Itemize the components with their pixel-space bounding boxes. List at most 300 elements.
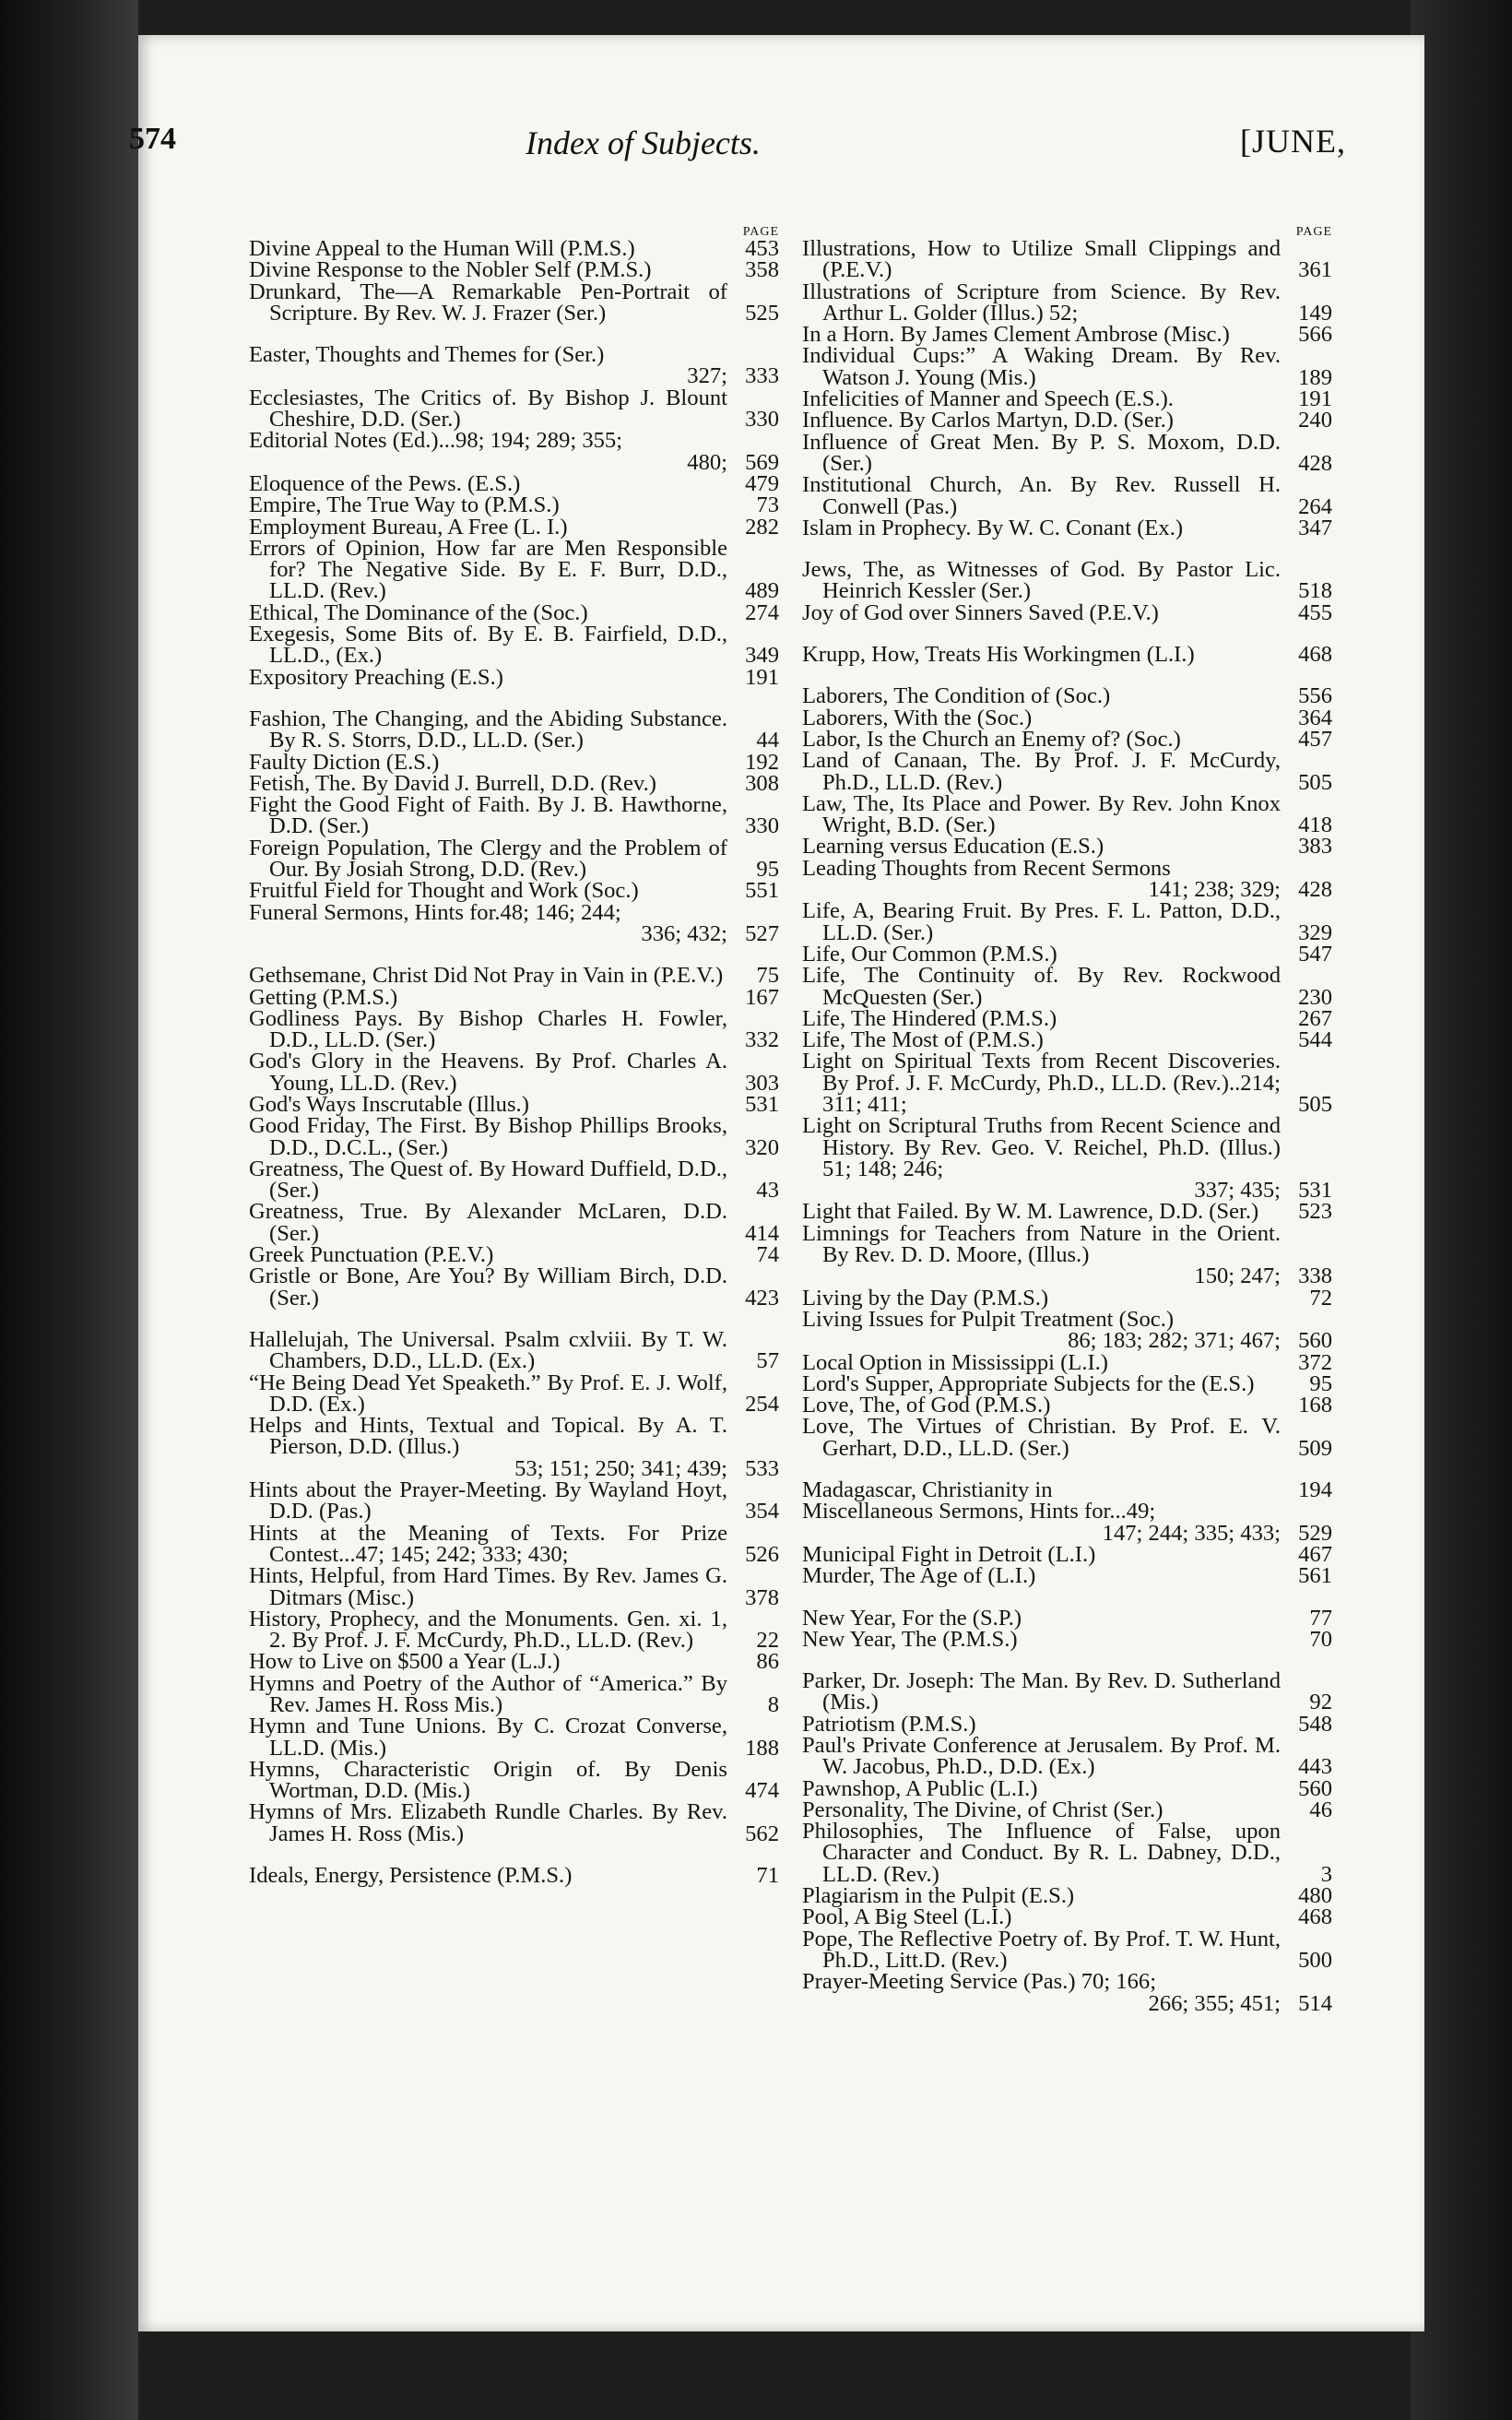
index-entry [802,1607,1332,1629]
entry-page-number: 561 [1298,1563,1332,1589]
entry-title: Madagascar, Christianity in [802,1477,1053,1503]
entry-title: Funeral Sermons, Hints for.48; 146; 244; [249,899,621,925]
entry-title: Greatness, True. By Alexander McLaren, D.D. (Ser.) [249,1199,727,1246]
index-entry [802,238,1332,281]
entry-page-number: 500 [1298,1947,1332,1973]
index-entry [249,1649,779,1675]
entry-continuation-pages: 53; 151; 250; 341; 439; [514,1455,727,1481]
index-entry [802,322,1332,348]
entry-page-number: 560 [1298,1328,1332,1354]
index-entry [249,1115,779,1158]
entry-title: Individual Cups:” A Waking Dream. By Rev. Watson J. Young (Mis.) [802,343,1281,390]
entry-title: Miscellaneous Sermons, Hints for...49; [802,1499,1156,1524]
index-entry [249,664,779,690]
index-entry [249,984,779,1010]
entry-title: Ideals, Energy, Persistence (P.M.S.) [249,1863,573,1889]
entry-page-number: 525 [745,300,779,326]
entry-page-number: 505 [1298,769,1332,795]
index-entry [249,708,779,752]
entry-title: Personality, The Divine, of Christ (Ser.) [802,1797,1164,1822]
entry-title: Gethsemane, Christ Did Not Pray in Vain in (P.E.V.) [249,963,724,989]
index-entry [249,963,779,989]
entry-title: Hints, Helpful, from Hard Times. By Rev. James G. Ditmars (Misc.) [249,1563,727,1610]
entry-page-number: 149 [1298,300,1332,326]
index-entry [249,281,779,325]
entry-title: Exegesis, Some Bits of. By E. B. Fairfield, D.D., LL.D., (Ex.) [249,622,727,669]
right-page-edge [1411,0,1512,2420]
entry-page-number: 254 [745,1391,779,1417]
index-entry [249,430,779,473]
entry-page-number: 95 [1309,1370,1332,1396]
entry-title: Eloquence of the Pews. (E.S.) [249,470,521,496]
entry-title: Light that Failed. By W. M. Lawrence, D.D. (Ser.) [802,1199,1259,1225]
index-entry [802,1394,1332,1416]
entry-title: Life, The Most of (P.M.S.) [802,1027,1044,1053]
index-entry [249,1372,779,1416]
entry-page-number: 338 [1298,1263,1332,1289]
index-entry [802,1775,1332,1801]
entry-title: Life, The Hindered (P.M.S.) [802,1005,1057,1031]
section-gap [249,324,779,344]
entry-title: Limnings for Teachers from Nature in the Orient. By Rev. D. D. Moore, (Illus.) [802,1220,1281,1268]
entry-page-number: 544 [1298,1027,1332,1053]
entry-title: Local Option in Mississippi (L.I.) [802,1349,1108,1375]
entry-page-number: 191 [745,664,779,690]
entry-title: Easter, Thoughts and Themes for (Ser.) [249,342,605,368]
entry-continuation-pages: 86; 183; 282; 371; 467; [1068,1328,1281,1354]
entry-page-number: 75 [756,963,779,989]
entry-page-number: 468 [1298,1904,1332,1930]
entry-continuation-pages: 150; 247; [1194,1263,1281,1289]
entry-title: Joy of God over Sinners Saved (P.E.V.) [802,599,1159,625]
index-entry [802,1005,1332,1031]
entry-page-number: 457 [1298,726,1332,752]
entry-title: Plagiarism in the Pulpit (E.S.) [802,1883,1075,1909]
entry-page-number: 443 [1298,1754,1332,1780]
section-gap [802,1459,1332,1479]
entry-page-number: 423 [745,1285,779,1311]
entry-title: Hymn and Tune Unions. By C. Crozat Converse, LL.D. (Mis.) [249,1714,727,1761]
entry-page-number: 354 [745,1499,779,1524]
entry-title: Getting (P.M.S.) [249,984,398,1010]
entry-page-number: 347 [1298,515,1332,540]
page-header [129,122,1346,177]
index-entry [249,794,779,837]
index-entry [802,683,1332,709]
entry-page-number: 489 [745,578,779,604]
index-entry [802,1883,1332,1909]
index-entry [249,837,779,881]
entry-continuation-pages: 480; [687,449,727,475]
entry-title: Hymns, Characteristic Origin of. By Denis Wortman, D.D. (Mis.) [249,1756,727,1804]
entry-title: God's Glory in the Heavens. By Prof. Charles A. Young, LL.D. (Rev.) [249,1049,727,1096]
entry-page-number: 86 [756,1649,779,1675]
entry-title: Helps and Hints, Textual and Topical. By A. T. Pierson, D.D. (Illus.) [249,1413,727,1460]
entry-title: Life, A, Bearing Fruit. By Pres. F. L. Patton, D.D., LL.D. (Ser.) [802,898,1281,945]
entry-page-number: 428 [1298,450,1332,476]
entry-title: Fight the Good Fight of Faith. By J. B. Hawthorne, D.D. (Ser.) [249,792,727,839]
page-number: 574 [129,122,176,156]
index-entry [802,1349,1332,1375]
entry-title: Laborers, With the (Soc.) [802,705,1033,730]
entry-page-number: 569 [745,449,779,475]
index-entry [802,1541,1332,1567]
entry-page-number: 191 [1298,386,1332,412]
entry-page-number: 274 [745,599,779,625]
section-gap [249,944,779,965]
index-entry [249,535,779,604]
index-entry [249,1715,779,1759]
entry-title: “He Being Dead Yet Speaketh.” By Prof. E. J. Wolf, D.D. (Ex.) [249,1370,727,1417]
index-entry [802,386,1332,412]
entry-page-number: 267 [1298,1005,1332,1031]
entry-page-number: 547 [1298,941,1332,967]
entry-page-number: 523 [1298,1199,1332,1225]
entry-page-number: 71 [756,1863,779,1889]
entry-title: Hints at the Meaning of Texts. For Prize Contest...47; 145; 242; 333; 430; [249,1520,727,1567]
entry-title: Lord's Supper, Appropriate Subjects for the (E.S.) [802,1370,1255,1396]
index-entry [802,1479,1332,1501]
entry-page-number: 168 [1298,1393,1332,1418]
entry-page-number: 551 [745,878,779,904]
entry-title: Divine Response to the Nobler Self (P.M.S.) [249,257,652,283]
index-entry [249,516,779,538]
entry-page-number: 8 [767,1692,779,1717]
index-entry [249,1608,779,1652]
entry-continuation-pages: 147; 244; 335; 433; [1102,1520,1281,1546]
index-entry [802,1799,1332,1821]
page-column-heading: PAGE [742,225,779,239]
index-entry [249,623,779,667]
index-entry [802,1050,1332,1115]
entry-page-number: 74 [756,1242,779,1268]
entry-page-number: 509 [1298,1435,1332,1461]
entry-page-number: 531 [1298,1178,1332,1204]
entry-title: Municipal Fight in Detroit (L.I.) [802,1541,1096,1567]
index-entry [249,1801,779,1845]
entry-title: Fashion, The Changing, and the Abiding Substance. By R. S. Storrs, D.D., LL.D. (Ser.) [249,706,727,753]
entry-page-number: 330 [745,407,779,433]
entry-title: Parker, Dr. Joseph: The Man. By Rev. D. Sutherland (Mis.) [802,1668,1281,1715]
entry-page-number: 167 [745,984,779,1010]
entry-page-number: 330 [745,813,779,839]
entry-title: Living by the Day (P.M.S.) [802,1285,1049,1311]
entry-page-number: 467 [1298,1541,1332,1567]
entry-page-number: 95 [756,857,779,883]
entry-title: Jews, The, as Witnesses of God. By Pastor Lic. Heinrich Kessler (Ser.) [802,557,1281,604]
entry-title: Ethical, The Dominance of the (Soc.) [249,599,588,625]
index-entry [249,1565,779,1608]
entry-continuation-pages: 266; 355; 451; [1148,1990,1281,2016]
section-gap [802,665,1332,685]
entry-title: Pawnshop, A Public (L.I.) [802,1775,1038,1801]
entry-page-number: 22 [756,1628,779,1654]
index-column-left [249,225,779,1889]
entry-continuation-pages: 141; 238; 329; [1148,877,1281,903]
entry-title: Love, The, of God (P.M.S.) [802,1393,1051,1418]
entry-page-number: 303 [745,1070,779,1096]
index-entry [802,834,1332,860]
entry-title: Ecclesiastes, The Critics of. By Bishop J. Blount Cheshire, D.D. (Ser.) [249,385,727,433]
entry-page-number: 358 [745,257,779,283]
section-gap [802,1650,1332,1670]
entry-title: Hymns of Mrs. Elizabeth Rundle Charles. By Rev. James H. Ross (Mis.) [249,1799,727,1846]
entry-page-number: 480 [1298,1883,1332,1909]
index-entry [249,599,779,625]
index-entry [249,1091,779,1117]
entry-title: Life, The Continuity of. By Rev. Rockwood McQuesten (Ser.) [802,963,1281,1010]
index-entry [802,1370,1332,1396]
entry-page-number: 361 [1298,257,1332,283]
index-entry [249,770,779,796]
entry-title: Influence of Great Men. By P. S. Moxom, D.D. (Ser.) [802,429,1281,476]
entry-title: Law, The, Its Place and Power. By Rev. John Knox Wright, B.D. (Ser.) [802,790,1281,838]
entry-page-number: 566 [1298,322,1332,348]
entry-page-number: 3 [1320,1861,1332,1887]
entry-page-number: 531 [745,1091,779,1117]
index-entry [802,1821,1332,1885]
index-entry [249,749,779,775]
index-entry [802,517,1332,539]
entry-page-number: 548 [1298,1711,1332,1737]
page-title: Index of Subjects. [526,125,761,161]
entry-title: History, Prophecy, and the Monuments. Gen. xi. 1, 2. By Prof. J. F. McCurdy, Ph.D., LL.D. (Rev.) [249,1606,727,1654]
entry-title: Pool, A Big Steel (L.I.) [802,1904,1012,1930]
index-entry [249,1415,779,1479]
index-entry [802,1906,1332,1928]
entry-continuation-pages: 336; 432; [641,920,727,946]
entry-page-number: 556 [1298,683,1332,709]
index-entry [249,878,779,904]
entry-title: Hallelujah, The Universal. Psalm cxlviii. By T. W. Chambers, D.D., LL.D. (Ex.) [249,1326,727,1374]
entry-page-number: 428 [1298,877,1332,903]
entry-page-number: 378 [745,1584,779,1610]
index-column-right [802,225,1332,2016]
index-entry [802,1711,1332,1737]
index-entry [802,750,1332,793]
entry-page-number: 474 [745,1778,779,1804]
entry-title: Institutional Church, An. By Rev. Russell H. Conwell (Pas.) [802,472,1281,519]
index-entry [802,1416,1332,1459]
index-entry [802,599,1332,625]
entry-title: Infelicities of Manner and Speech (E.S.). [802,386,1174,412]
entry-title: Errors of Opinion, How far are Men Responsible for? The Negative Side. By E. F. Burr, D.D., LL.D. (Rev.) [249,535,727,604]
index-entry [802,1670,1332,1714]
index-entry [249,1863,779,1889]
entry-title: Learning versus Education (E.S.) [802,834,1104,860]
entry-page-number: 383 [1298,834,1332,860]
entry-page-number: 468 [1298,642,1332,668]
entry-page-number: 533 [745,1455,779,1481]
entry-title: Light on Spiritual Texts from Recent Discoveries. By Prof. J. F. McCurdy, Ph.D., LL.D. (Rev.)..214; 311; 411; [802,1049,1281,1117]
index-entry [802,900,1332,943]
index-entry [802,1199,1332,1225]
entry-continuation-pages: 337; 435; [1194,1178,1281,1204]
index-entry [249,1520,779,1567]
index-entry [802,1306,1332,1354]
index-entry [802,409,1332,431]
entry-title: Illustrations of Scripture from Science. By Rev. Arthur L. Golder (Illus.) 52; [802,279,1281,326]
section-gap [802,1587,1332,1607]
entry-title: Krupp, How, Treats His Workingmen (L.I.) [802,642,1195,668]
index-entry [802,943,1332,965]
entry-title: Light on Scriptural Truths from Recent Science and History. By Rev. Geo. V. Reichel, Ph.D. (Illus.) 51; 148; 246; [802,1113,1281,1181]
index-entry [249,1479,779,1523]
index-entry [802,281,1332,325]
left-page-edge [0,0,138,2420]
entry-title: Illustrations, How to Utilize Small Clippings and (P.E.V.) [802,236,1281,283]
index-entry [802,1563,1332,1589]
index-entry [802,1113,1332,1204]
entry-title: Foreign Population, The Clergy and the Problem of Our. By Josiah Strong, D.D. (Rev.) [249,835,727,883]
entry-title: Patriotism (P.M.S.) [802,1711,976,1737]
index-entry [802,559,1332,602]
entry-page-number: 505 [1298,1091,1332,1117]
entry-page-number: 518 [1298,578,1332,604]
entry-title: Living Issues for Pulpit Treatment (Soc.) [802,1306,1175,1332]
entry-page-number: 70 [1309,1626,1332,1652]
index-entry [802,726,1332,752]
entry-title: Godliness Pays. By Bishop Charles H. Fowler, D.D., LL.D. (Ser.) [249,1005,727,1053]
index-entry [249,1005,779,1053]
index-entry [802,1287,1332,1309]
index-entry [802,474,1332,517]
entry-page-number: 560 [1298,1775,1332,1801]
entry-page-number: 282 [745,514,779,540]
entry-page-number: 526 [745,1541,779,1567]
entry-title: Land of Canaan, The. By Prof. J. F. McCurdy, Ph.D., LL.D. (Rev.) [802,748,1281,795]
index-entry [802,1928,1332,1972]
index-entry [249,1242,779,1268]
entry-page-number: 308 [745,770,779,796]
entry-title: Murder, The Age of (L.I.) [802,1563,1036,1589]
section-gap [249,1845,779,1865]
index-entry [249,1326,779,1374]
entry-title: In a Horn. By James Clement Ambrose (Misc.) [802,322,1230,348]
entry-title: Employment Bureau, A Free (L. I.) [249,514,568,540]
index-entry [249,1158,779,1202]
entry-title: Fruitful Field for Thought and Work (Soc.) [249,878,639,904]
entry-page-number: 364 [1298,705,1332,730]
entry-title: Leading Thoughts from Recent Sermons [802,855,1171,881]
entry-page-number: 44 [756,728,779,753]
entry-title: Pope, The Reflective Poetry of. By Prof. T. W. Hunt, Ph.D., Litt.D. (Rev.) [802,1926,1281,1973]
section-gap [249,688,779,708]
entry-page-number: 479 [745,470,779,496]
entry-page-number: 230 [1298,984,1332,1010]
index-entry [249,899,779,946]
index-entry [249,1201,779,1244]
index-entry [802,855,1332,903]
section-gap [802,623,1332,644]
entry-page-number: 72 [1309,1285,1332,1311]
entry-page-number: 455 [1298,599,1332,625]
index-entry [249,387,779,431]
section-gap [249,1309,779,1329]
entry-title: Expository Preaching (E.S.) [249,664,503,690]
entry-page-number: 264 [1298,493,1332,519]
entry-page-number: 527 [745,920,779,946]
entry-title: Life, Our Common (P.M.S.) [802,941,1057,967]
entry-title: Paul's Private Conference at Jerusalem. By Prof. M. W. Jacobus, Ph.D., D.D. (Ex.) [802,1733,1281,1780]
entry-title: Love, The Virtues of Christian. By Prof. E. V. Gerhart, D.D., LL.D. (Ser.) [802,1414,1281,1461]
entry-page-number: 46 [1309,1797,1332,1822]
entry-page-number: 240 [1298,408,1332,433]
entry-title: Fetish, The. By David J. Burrell, D.D. (Rev.) [249,770,656,796]
index-entry [249,1670,779,1717]
entry-title: Labor, Is the Church an Enemy of? (Soc.) [802,726,1181,752]
index-entry [802,965,1332,1008]
index-entry [249,1265,779,1309]
entry-title: Islam in Prophecy. By W. C. Conant (Ex.) [802,515,1184,540]
entry-title: Influence. By Carlos Martyn, D.D. (Ser.) [802,408,1174,433]
section-gap [802,539,1332,559]
entry-title: Divine Appeal to the Human Will (P.M.S.) [249,236,635,261]
entry-title: Gristle or Bone, Are You? By William Birch, D.D. (Ser.) [249,1263,727,1311]
index-entry [802,345,1332,388]
index-entry [802,1501,1332,1544]
entry-page-number: 320 [745,1134,779,1160]
index-entry [249,238,779,259]
index-entry [249,344,779,387]
index-entry [802,1971,1332,2014]
entry-title: Prayer-Meeting Service (Pas.) 70; 166; [802,1969,1157,1995]
entry-title: Philosophies, The Influence of False, upon Character and Conduct. By R. L. Dabney, D.D., LL.D. (Rev.) [802,1819,1281,1887]
entry-title: Greek Punctuation (P.E.V.) [249,1242,494,1268]
index-entry [802,1027,1332,1053]
entry-page-number: 77 [1309,1605,1332,1631]
entry-page-number: 453 [745,236,779,261]
index-entry [802,1626,1332,1652]
index-entry [249,1756,779,1804]
index-entry [802,642,1332,668]
index-entry [249,1050,779,1094]
entry-page-number: 332 [745,1027,779,1053]
index-entry [802,1735,1332,1778]
entry-title: Faulty Diction (E.S.) [249,749,440,775]
entry-title: Editorial Notes (Ed.)...98; 194; 289; 355; [249,428,623,454]
entry-title: New Year, For the (S.P.) [802,1605,1022,1631]
entry-title: Good Friday, The First. By Bishop Phillips Brooks, D.D., D.C.L., (Ser.) [249,1113,727,1160]
entry-page-number: 192 [745,749,779,775]
entry-page-number: 43 [756,1178,779,1204]
index-entry [802,707,1332,729]
entry-page-number: 418 [1298,813,1332,838]
entry-title: Hints about the Prayer-Meeting. By Wayland Hoyt, D.D. (Pas.) [249,1477,727,1524]
entry-page-number: 349 [745,643,779,669]
entry-page-number: 188 [745,1735,779,1761]
entry-page-number: 194 [1298,1477,1332,1503]
entry-title: Drunkard, The—A Remarkable Pen-Portrait of Scripture. By Rev. W. J. Frazer (Ser.) [249,279,727,326]
entry-page-number: 562 [745,1821,779,1846]
entry-title: How to Live on $500 a Year (L.J.) [249,1649,561,1675]
entry-page-number: 514 [1298,1990,1332,2016]
entry-page-number: 414 [745,1220,779,1246]
entry-page-number: 372 [1298,1349,1332,1375]
index-entry [802,429,1332,476]
index-entry [249,470,779,496]
page-month: [JUNE, [1240,123,1346,160]
entry-page-number: 189 [1298,364,1332,390]
entry-page-number: 57 [756,1348,779,1374]
entry-title: Laborers, The Condition of (Soc.) [802,683,1111,709]
entry-title: Hymns and Poetry of the Author of “America.” By Rev. James H. Ross Mis.) [249,1670,727,1717]
entry-page-number: 529 [1298,1520,1332,1546]
entry-continuation-pages: 327; [687,363,727,389]
index-entry [802,1220,1332,1289]
entry-title: Greatness, The Quest of. By Howard Duffield, D.D., (Ser.) [249,1156,727,1204]
index-entry [249,494,779,516]
